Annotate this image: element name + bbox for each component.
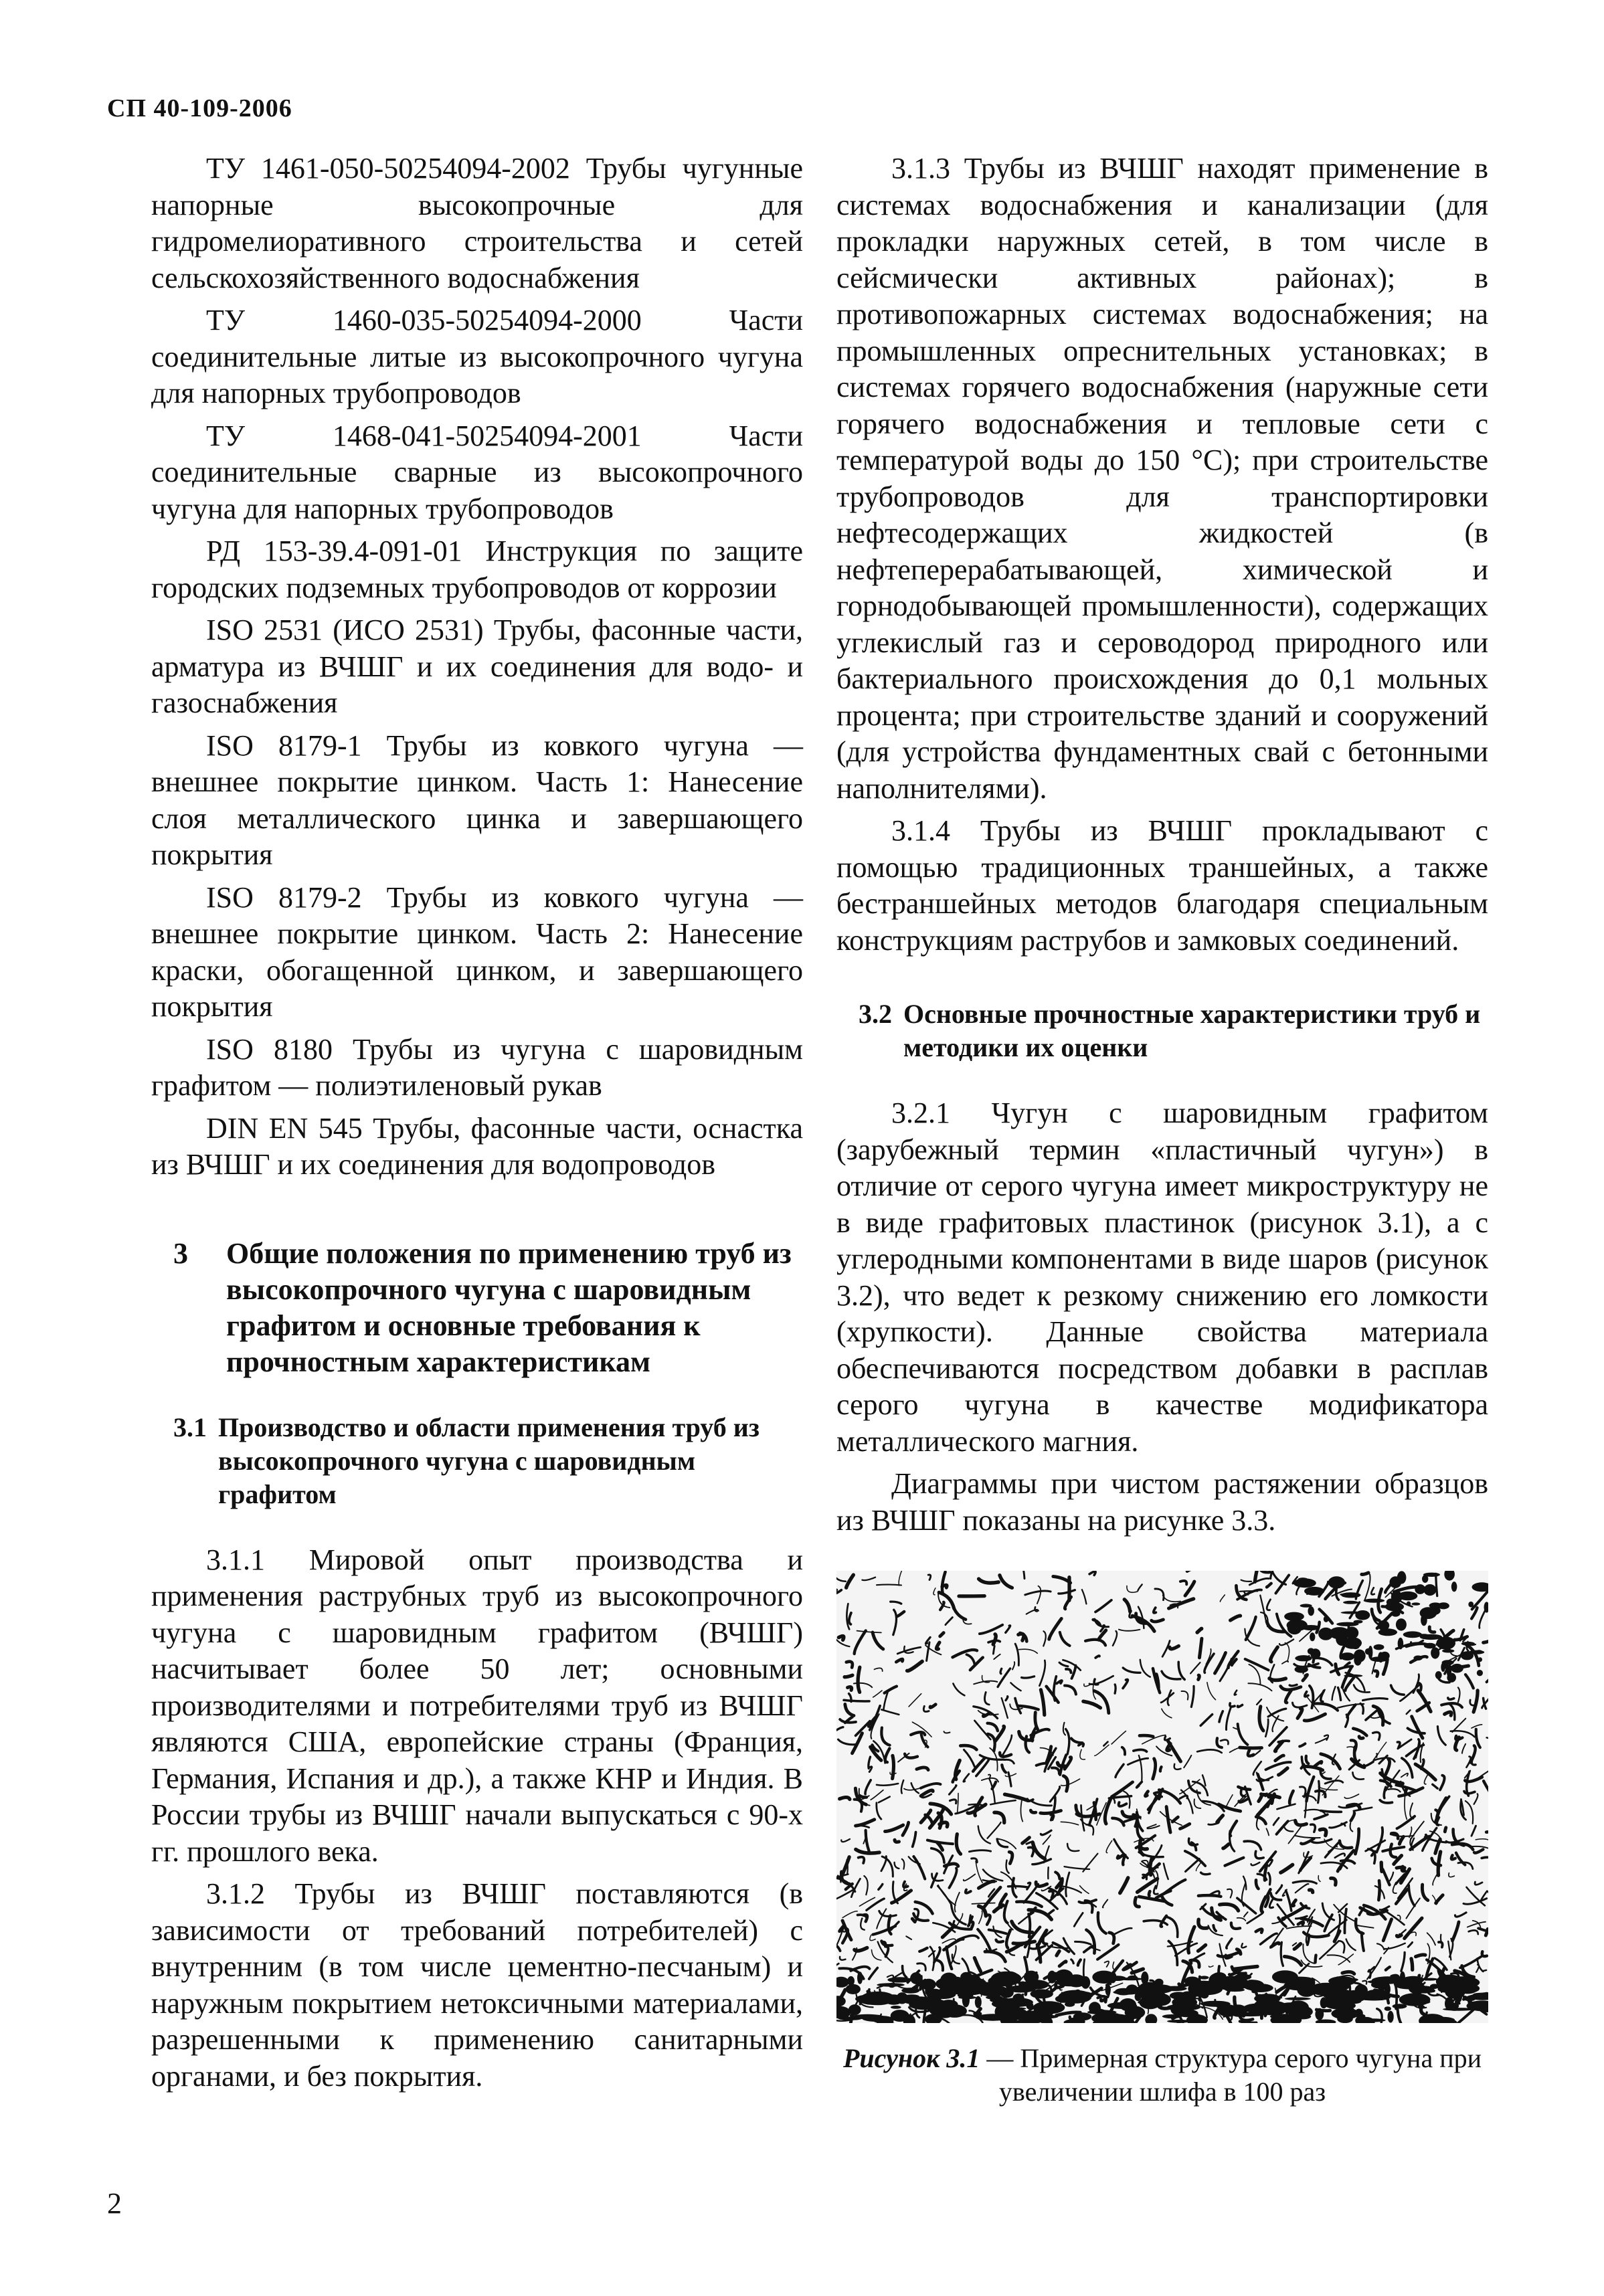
section-heading-3: [151, 1236, 803, 1380]
paragraph-3-1-4: 3.1.4 Трубы из ВЧШГ прокладывают с помощью традиционных траншейных, а также бестраншейных методов благодаря специальным конструкциям раструбов и замковых соединений.: [836, 814, 1488, 957]
reference-item: ISO 8179-1 Трубы из ковкого чугуна — внешнее покрытие цинком. Часть 1: Нанесение слоя металлического цинка и завершающего покрытия: [151, 729, 803, 871]
right-column: [836, 151, 1488, 2109]
section-number: 3: [173, 1236, 188, 1270]
figure-caption: [836, 2042, 1488, 2109]
reference-item: ТУ 1468-041-50254094-2001 Части соединительные сварные из высокопрочного чугуна для напорных трубопроводов: [151, 419, 803, 525]
paragraph-3-1-2: 3.1.2 Трубы из ВЧШГ поставляются (в зависимости от требований потребителей) с внутренним (в том числе цементно-песчаным) и наружным покрытием нетоксичными материалами, разрешенными к применению санитарными органами, и без покрытия.: [151, 1877, 803, 2093]
page-number: 2: [107, 2187, 122, 2220]
section-number: 3.2: [859, 999, 892, 1029]
reference-item: РД 153-39.4-091-01 Инструкция по защите городских подземных трубопроводов от коррозии: [151, 535, 803, 604]
reference-item: ISO 8180 Трубы из чугуна с шаровидным графитом — полиэтиленовый рукав: [151, 1032, 803, 1102]
section-title: Общие положения по применению труб из высокопрочного чугуна с шаровидным графитом и основные требования к прочностным характеристикам: [226, 1236, 792, 1378]
document-code: СП 40-109-2006: [107, 94, 292, 122]
paragraph-3-1-3: 3.1.3 Трубы из ВЧШГ находят применение в системах водоснабжения и канализации (для прокладки наружных сетей, в том числе в сейсмически активных районах); в противопожарных системах водоснабжения; на промышленных опреснительных установках; в системах горячего водоснабжения (наружные сети горячего водоснабжения и тепловые сети с температурой воды до 150 °С); при строительстве трубопроводов для транспортировки нефтесодержащих жидкостей (в нефтеперерабатывающей, химической и горнодобывающей промышленности), содержащих углекислый газ и сероводород природного или бактериального происхождения до 0,1 мольных процента; при строительстве зданий и сооружений (для устройства фундаментных свай с бетонными наполнителями).: [836, 152, 1488, 805]
reference-item: DIN EN 545 Трубы, фасонные части, оснастка из ВЧШГ и их соединения для водопроводов: [151, 1111, 803, 1181]
paragraph-diagrams-note: Диаграммы при чистом растяжении образцов из ВЧШГ показаны на рисунке 3.3.: [836, 1467, 1488, 1537]
figure-3-1: [836, 1571, 1488, 2109]
section-heading-3-2: [836, 997, 1488, 1064]
reference-item: ISO 8179-2 Трубы из ковкого чугуна — внешнее покрытие цинком. Часть 2: Нанесение краски, обогащенной цинком, и завершающего покрытия: [151, 880, 803, 1023]
reference-item: ТУ 1460-035-50254094-2000 Части соединительные литые из высокопрочного чугуна для напорных трубопроводов: [151, 304, 803, 409]
micrograph-image: [836, 1571, 1488, 2023]
section-title: Основные прочностные характеристики труб и методики их оценки: [903, 999, 1481, 1062]
left-column: [151, 151, 803, 2101]
figure-caption-text: — Примерная структура серого чугуна при увеличении шлифа в 100 раз: [980, 2043, 1482, 2107]
reference-item: ISO 2531 (ИСО 2531) Трубы, фасонные части, арматура из ВЧШГ и их соединения для водо- и газоснабжения: [151, 613, 803, 719]
section-number: 3.1: [173, 1412, 207, 1442]
paragraph-3-2-1: 3.2.1 Чугун с шаровидным графитом (зарубежный термин «пластичный чугун») в отличие от серого чугуна имеет микроструктуру не в виде графитовых пластинок (рисунок 3.1), а с углеродными компонентами в виде шаров (рисунок 3.2), что ведет к резкому снижению его ломкости (хрупкости). Данные свойства материала обеспечиваются посредством добавки в расплав серого чугуна в качестве модификатора металлического магния.: [836, 1096, 1488, 1458]
section-heading-3-1: [151, 1411, 803, 1511]
reference-item: ТУ 1461-050-50254094-2002 Трубы чугунные напорные высокопрочные для гидромелиоративного строительства и сетей сельскохозяйственного водоснабжения: [151, 152, 803, 294]
paragraph-3-1-1: 3.1.1 Мировой опыт производства и применения раструбных труб из высокопрочного чугуна с шаровидным графитом (ВЧШГ) насчитывает более 50 лет; основными производителями и потребителями труб из ВЧШГ являются США, европейские страны (Франция, Германия, Испания и др.), а также КНР и Индия. В России трубы из ВЧШГ начали выпускаться с 90-х гг. прошлого века.: [151, 1543, 803, 1868]
figure-caption-label: Рисунок 3.1: [842, 2043, 980, 2073]
section-title: Производство и области применения труб из высокопрочного чугуна с шаровидным графитом: [218, 1412, 760, 1509]
